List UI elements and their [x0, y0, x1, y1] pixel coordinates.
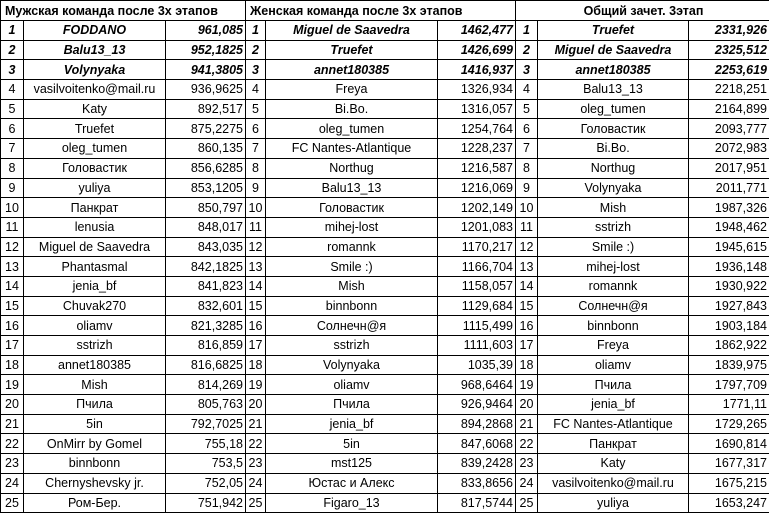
- women-rank-cell: 22: [246, 434, 266, 454]
- men-name-cell: Головастик: [24, 158, 166, 178]
- men-rank-cell: 24: [1, 473, 24, 493]
- women-name-cell: Головастик: [266, 198, 438, 218]
- women-rank-cell: 1: [246, 21, 266, 41]
- men-score-cell: 842,1825: [166, 257, 246, 277]
- men-rank-cell: 17: [1, 336, 24, 356]
- table-row: [1, 493, 769, 513]
- women-name-cell: Volynyaka: [266, 355, 438, 375]
- overall-rank-cell: 1: [516, 21, 538, 41]
- men-score-cell: 753,5: [166, 454, 246, 474]
- women-score-cell: 1326,934: [438, 80, 516, 100]
- women-score-cell: 1316,057: [438, 99, 516, 119]
- men-score-cell: 805,763: [166, 395, 246, 415]
- men-name-cell: Панкрат: [24, 198, 166, 218]
- men-score-cell: 875,2275: [166, 119, 246, 139]
- overall-name-cell: sstrizh: [538, 217, 689, 237]
- men-name-cell: 5in: [24, 414, 166, 434]
- table-row: [1, 21, 769, 41]
- men-name-cell: FODDANO: [24, 21, 166, 41]
- overall-score-cell: 2164,899: [689, 99, 769, 119]
- men-rank-cell: 2: [1, 40, 24, 60]
- women-rank-cell: 10: [246, 198, 266, 218]
- overall-score-cell: 1653,247: [689, 493, 769, 513]
- women-rank-cell: 15: [246, 296, 266, 316]
- women-name-cell: annet180385: [266, 60, 438, 80]
- overall-score-cell: 1930,922: [689, 276, 769, 296]
- table-row: [1, 375, 769, 395]
- overall-name-cell: Панкрат: [538, 434, 689, 454]
- women-name-cell: Smile :): [266, 257, 438, 277]
- women-name-cell: binnbonn: [266, 296, 438, 316]
- table-row: [1, 119, 769, 139]
- overall-header: Общий зачет. 3этап: [516, 1, 769, 21]
- men-score-cell: 843,035: [166, 237, 246, 257]
- overall-name-cell: Miguel de Saavedra: [538, 40, 689, 60]
- overall-name-cell: Головастик: [538, 119, 689, 139]
- overall-rank-cell: 11: [516, 217, 538, 237]
- men-name-cell: Chernyshevsky jr.: [24, 473, 166, 493]
- women-rank-cell: 8: [246, 158, 266, 178]
- men-name-cell: annet180385: [24, 355, 166, 375]
- women-score-cell: 1426,699: [438, 40, 516, 60]
- overall-score-cell: 1936,148: [689, 257, 769, 277]
- overall-score-cell: 2253,619: [689, 60, 769, 80]
- women-score-cell: 1111,603: [438, 336, 516, 356]
- men-rank-cell: 20: [1, 395, 24, 415]
- men-score-cell: 832,601: [166, 296, 246, 316]
- overall-rank-cell: 19: [516, 375, 538, 395]
- men-score-cell: 848,017: [166, 217, 246, 237]
- women-score-cell: 847,6068: [438, 434, 516, 454]
- men-score-cell: 816,859: [166, 336, 246, 356]
- table-row: [1, 198, 769, 218]
- table-row: [1, 60, 769, 80]
- table-row: [1, 316, 769, 336]
- overall-rank-cell: 8: [516, 158, 538, 178]
- overall-name-cell: Mish: [538, 198, 689, 218]
- women-score-cell: 1254,764: [438, 119, 516, 139]
- men-name-cell: Miguel de Saavedra: [24, 237, 166, 257]
- women-name-cell: oliamv: [266, 375, 438, 395]
- table-row: [1, 395, 769, 415]
- overall-rank-cell: 22: [516, 434, 538, 454]
- women-rank-cell: 25: [246, 493, 266, 513]
- overall-score-cell: 1690,814: [689, 434, 769, 454]
- men-name-cell: Volynyaka: [24, 60, 166, 80]
- overall-name-cell: yuliya: [538, 493, 689, 513]
- men-rank-cell: 25: [1, 493, 24, 513]
- women-score-cell: 1166,704: [438, 257, 516, 277]
- men-score-cell: 792,7025: [166, 414, 246, 434]
- overall-rank-cell: 2: [516, 40, 538, 60]
- men-rank-cell: 9: [1, 178, 24, 198]
- overall-rank-cell: 24: [516, 473, 538, 493]
- overall-name-cell: romannk: [538, 276, 689, 296]
- overall-name-cell: oleg_tumen: [538, 99, 689, 119]
- women-score-cell: 817,5744: [438, 493, 516, 513]
- men-rank-cell: 5: [1, 99, 24, 119]
- overall-score-cell: 1927,843: [689, 296, 769, 316]
- women-name-cell: Figaro_13: [266, 493, 438, 513]
- men-score-cell: 821,3285: [166, 316, 246, 336]
- table-row: [1, 473, 769, 493]
- women-rank-cell: 23: [246, 454, 266, 474]
- men-score-cell: 961,085: [166, 21, 246, 41]
- men-score-cell: 860,135: [166, 139, 246, 159]
- overall-score-cell: 1948,462: [689, 217, 769, 237]
- women-team-header: Женская команда после 3х этапов: [246, 1, 516, 21]
- women-score-cell: 1158,057: [438, 276, 516, 296]
- overall-score-cell: 1987,326: [689, 198, 769, 218]
- table-row: [1, 296, 769, 316]
- table-row: [1, 158, 769, 178]
- men-name-cell: Chuvak270: [24, 296, 166, 316]
- overall-rank-cell: 23: [516, 454, 538, 474]
- men-rank-cell: 19: [1, 375, 24, 395]
- men-name-cell: vasilvoitenko@mail.ru: [24, 80, 166, 100]
- table-row: [1, 80, 769, 100]
- women-score-cell: 894,2868: [438, 414, 516, 434]
- table-row: [1, 178, 769, 198]
- women-name-cell: oleg_tumen: [266, 119, 438, 139]
- overall-score-cell: 2011,771: [689, 178, 769, 198]
- women-name-cell: Miguel de Saavedra: [266, 21, 438, 41]
- overall-name-cell: Bi.Bo.: [538, 139, 689, 159]
- table-row: [1, 355, 769, 375]
- overall-score-cell: 1839,975: [689, 355, 769, 375]
- women-name-cell: Юстас и Алекс: [266, 473, 438, 493]
- men-name-cell: lenusia: [24, 217, 166, 237]
- overall-name-cell: jenia_bf: [538, 395, 689, 415]
- overall-score-cell: 1862,922: [689, 336, 769, 356]
- overall-name-cell: FC Nantes-Atlantique: [538, 414, 689, 434]
- overall-name-cell: Northug: [538, 158, 689, 178]
- overall-rank-cell: 15: [516, 296, 538, 316]
- table-row: [1, 336, 769, 356]
- table-row: [1, 454, 769, 474]
- men-rank-cell: 1: [1, 21, 24, 41]
- men-score-cell: 892,517: [166, 99, 246, 119]
- overall-rank-cell: 25: [516, 493, 538, 513]
- men-score-cell: 755,18: [166, 434, 246, 454]
- women-score-cell: 1228,237: [438, 139, 516, 159]
- women-score-cell: 1170,217: [438, 237, 516, 257]
- women-score-cell: 1416,937: [438, 60, 516, 80]
- men-score-cell: 850,797: [166, 198, 246, 218]
- table-row: [1, 276, 769, 296]
- overall-score-cell: 2331,926: [689, 21, 769, 41]
- overall-name-cell: Truefet: [538, 21, 689, 41]
- overall-score-cell: 2093,777: [689, 119, 769, 139]
- table-row: [1, 434, 769, 454]
- women-name-cell: Пчила: [266, 395, 438, 415]
- men-name-cell: Truefet: [24, 119, 166, 139]
- men-name-cell: Katy: [24, 99, 166, 119]
- men-name-cell: Ром-Бер.: [24, 493, 166, 513]
- men-name-cell: yuliya: [24, 178, 166, 198]
- men-team-header: Мужская команда после 3х этапов: [1, 1, 246, 21]
- women-name-cell: Freya: [266, 80, 438, 100]
- women-name-cell: Mish: [266, 276, 438, 296]
- table-row: [1, 257, 769, 277]
- men-rank-cell: 11: [1, 217, 24, 237]
- men-rank-cell: 12: [1, 237, 24, 257]
- overall-rank-cell: 16: [516, 316, 538, 336]
- women-name-cell: Balu13_13: [266, 178, 438, 198]
- men-name-cell: oleg_tumen: [24, 139, 166, 159]
- overall-score-cell: 2218,251: [689, 80, 769, 100]
- table-row: [1, 99, 769, 119]
- women-rank-cell: 4: [246, 80, 266, 100]
- men-rank-cell: 18: [1, 355, 24, 375]
- women-name-cell: Northug: [266, 158, 438, 178]
- overall-rank-cell: 10: [516, 198, 538, 218]
- women-name-cell: mihej-lost: [266, 217, 438, 237]
- women-rank-cell: 20: [246, 395, 266, 415]
- overall-score-cell: 2072,983: [689, 139, 769, 159]
- women-rank-cell: 12: [246, 237, 266, 257]
- men-rank-cell: 10: [1, 198, 24, 218]
- overall-rank-cell: 13: [516, 257, 538, 277]
- men-name-cell: jenia_bf: [24, 276, 166, 296]
- women-rank-cell: 11: [246, 217, 266, 237]
- men-score-cell: 752,05: [166, 473, 246, 493]
- table-row: [1, 414, 769, 434]
- women-score-cell: 1035,39: [438, 355, 516, 375]
- table-row: [1, 217, 769, 237]
- women-rank-cell: 16: [246, 316, 266, 336]
- men-rank-cell: 6: [1, 119, 24, 139]
- men-name-cell: Пчила: [24, 395, 166, 415]
- men-score-cell: 856,6285: [166, 158, 246, 178]
- women-rank-cell: 6: [246, 119, 266, 139]
- overall-name-cell: Солнечн@я: [538, 296, 689, 316]
- men-name-cell: Mish: [24, 375, 166, 395]
- overall-score-cell: 2017,951: [689, 158, 769, 178]
- overall-score-cell: 1677,317: [689, 454, 769, 474]
- men-name-cell: Balu13_13: [24, 40, 166, 60]
- table-row: [1, 237, 769, 257]
- women-name-cell: Bi.Bo.: [266, 99, 438, 119]
- overall-rank-cell: 21: [516, 414, 538, 434]
- men-rank-cell: 3: [1, 60, 24, 80]
- overall-rank-cell: 14: [516, 276, 538, 296]
- men-rank-cell: 7: [1, 139, 24, 159]
- women-rank-cell: 2: [246, 40, 266, 60]
- table-row: [1, 40, 769, 60]
- women-rank-cell: 24: [246, 473, 266, 493]
- overall-score-cell: 1797,709: [689, 375, 769, 395]
- women-score-cell: 926,9464: [438, 395, 516, 415]
- men-rank-cell: 23: [1, 454, 24, 474]
- overall-rank-cell: 5: [516, 99, 538, 119]
- overall-name-cell: vasilvoitenko@mail.ru: [538, 473, 689, 493]
- overall-name-cell: Smile :): [538, 237, 689, 257]
- men-score-cell: 936,9625: [166, 80, 246, 100]
- women-rank-cell: 18: [246, 355, 266, 375]
- women-name-cell: sstrizh: [266, 336, 438, 356]
- women-rank-cell: 5: [246, 99, 266, 119]
- women-rank-cell: 3: [246, 60, 266, 80]
- header-row: [1, 1, 769, 21]
- women-name-cell: Truefet: [266, 40, 438, 60]
- men-rank-cell: 8: [1, 158, 24, 178]
- men-rank-cell: 13: [1, 257, 24, 277]
- overall-score-cell: 1771,11: [689, 395, 769, 415]
- women-score-cell: 1462,477: [438, 21, 516, 41]
- men-score-cell: 814,269: [166, 375, 246, 395]
- men-rank-cell: 21: [1, 414, 24, 434]
- men-rank-cell: 4: [1, 80, 24, 100]
- overall-rank-cell: 4: [516, 80, 538, 100]
- men-name-cell: Phantasmal: [24, 257, 166, 277]
- overall-rank-cell: 17: [516, 336, 538, 356]
- women-score-cell: 839,2428: [438, 454, 516, 474]
- overall-score-cell: 1675,215: [689, 473, 769, 493]
- men-score-cell: 952,1825: [166, 40, 246, 60]
- men-rank-cell: 16: [1, 316, 24, 336]
- women-rank-cell: 9: [246, 178, 266, 198]
- overall-name-cell: Balu13_13: [538, 80, 689, 100]
- women-rank-cell: 14: [246, 276, 266, 296]
- men-score-cell: 841,823: [166, 276, 246, 296]
- men-rank-cell: 22: [1, 434, 24, 454]
- women-name-cell: FC Nantes-Atlantique: [266, 139, 438, 159]
- overall-rank-cell: 7: [516, 139, 538, 159]
- men-score-cell: 751,942: [166, 493, 246, 513]
- overall-rank-cell: 9: [516, 178, 538, 198]
- women-score-cell: 833,8656: [438, 473, 516, 493]
- women-name-cell: 5in: [266, 434, 438, 454]
- women-rank-cell: 19: [246, 375, 266, 395]
- women-name-cell: romannk: [266, 237, 438, 257]
- overall-name-cell: annet180385: [538, 60, 689, 80]
- men-name-cell: binnbonn: [24, 454, 166, 474]
- overall-name-cell: Volynyaka: [538, 178, 689, 198]
- men-score-cell: 816,6825: [166, 355, 246, 375]
- overall-score-cell: 1729,265: [689, 414, 769, 434]
- women-rank-cell: 13: [246, 257, 266, 277]
- women-rank-cell: 17: [246, 336, 266, 356]
- women-score-cell: 1115,499: [438, 316, 516, 336]
- overall-rank-cell: 6: [516, 119, 538, 139]
- women-name-cell: Солнечн@я: [266, 316, 438, 336]
- women-score-cell: 1129,684: [438, 296, 516, 316]
- men-name-cell: sstrizh: [24, 336, 166, 356]
- women-score-cell: 1216,069: [438, 178, 516, 198]
- table-row: [1, 139, 769, 159]
- overall-name-cell: Пчила: [538, 375, 689, 395]
- women-rank-cell: 21: [246, 414, 266, 434]
- overall-rank-cell: 12: [516, 237, 538, 257]
- women-rank-cell: 7: [246, 139, 266, 159]
- men-name-cell: oliamv: [24, 316, 166, 336]
- overall-score-cell: 1945,615: [689, 237, 769, 257]
- overall-rank-cell: 3: [516, 60, 538, 80]
- women-score-cell: 968,6464: [438, 375, 516, 395]
- overall-score-cell: 1903,184: [689, 316, 769, 336]
- overall-name-cell: Freya: [538, 336, 689, 356]
- women-name-cell: mst125: [266, 454, 438, 474]
- men-name-cell: OnMirr by Gomel: [24, 434, 166, 454]
- overall-name-cell: Katy: [538, 454, 689, 474]
- overall-name-cell: binnbonn: [538, 316, 689, 336]
- overall-rank-cell: 20: [516, 395, 538, 415]
- men-score-cell: 853,1205: [166, 178, 246, 198]
- overall-name-cell: mihej-lost: [538, 257, 689, 277]
- women-score-cell: 1216,587: [438, 158, 516, 178]
- overall-score-cell: 2325,512: [689, 40, 769, 60]
- women-name-cell: jenia_bf: [266, 414, 438, 434]
- overall-name-cell: oliamv: [538, 355, 689, 375]
- men-score-cell: 941,3805: [166, 60, 246, 80]
- women-score-cell: 1201,083: [438, 217, 516, 237]
- women-score-cell: 1202,149: [438, 198, 516, 218]
- overall-rank-cell: 18: [516, 355, 538, 375]
- men-rank-cell: 14: [1, 276, 24, 296]
- men-rank-cell: 15: [1, 296, 24, 316]
